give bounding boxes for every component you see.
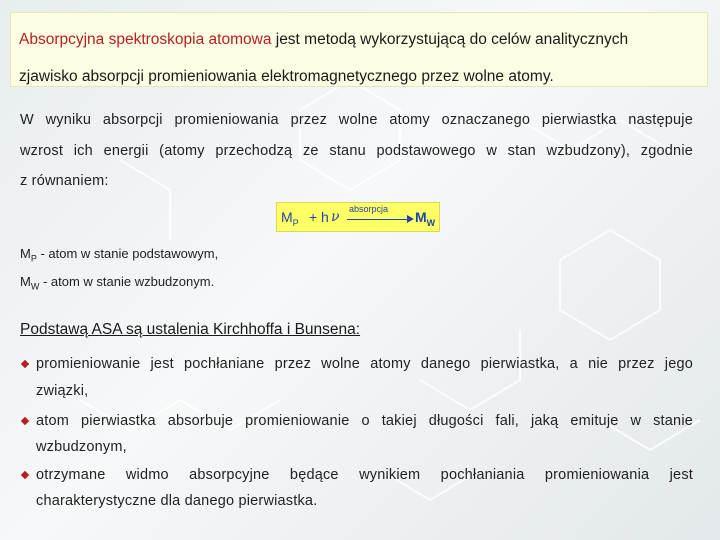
basis-item-1-line-1: promieniowanie jest pochłaniane przez wolne atomy danego pierwiastka, a nie przez jego bbox=[36, 356, 693, 372]
legend-mp: $M_P$ - atom w stanie podstawowym, bbox=[20, 246, 219, 264]
bullet-diamond-icon bbox=[21, 471, 29, 479]
equation-nu: ν bbox=[331, 209, 340, 225]
equation-box bbox=[276, 202, 440, 232]
intro-line-3: z równaniem: bbox=[20, 173, 109, 189]
basis-title: Podstawą ASA są ustalenia Kirchhoffa i Bunsena: bbox=[20, 321, 361, 338]
arrow-head-icon bbox=[407, 215, 414, 223]
basis-item-2-line-1: atom pierwiastka absorbuje promieniowanie o takiej długości fali, jaką emituje w stanie bbox=[36, 413, 693, 429]
equation-arrow-label: absorpcja bbox=[349, 204, 389, 214]
equation-mw: $M_W$ bbox=[415, 209, 436, 228]
intro-line-1: W wyniku absorpcji promieniowania przez wolne atomy oznaczanego pierwiastka następuje bbox=[20, 112, 693, 128]
basis-item-1-line-2: związki, bbox=[36, 383, 89, 399]
header-line-2: zjawisko absorpcji promieniowania elektromagnetycznego przez wolne atomy. bbox=[19, 68, 554, 85]
equation-plus: + bbox=[309, 209, 318, 225]
intro-line-2: wzrost ich energii (atomy przechodzą ze stanu podstawowego w stan wzbudzony), zgodnie bbox=[20, 143, 693, 159]
equation-h: h bbox=[321, 209, 329, 225]
legend-mw: $M_W$ - atom w stanie wzbudzonym. bbox=[20, 274, 215, 292]
basis-item-3-line-1: otrzymane widmo absorpcyjne będące wynikiem pochłaniania promieniowania jest bbox=[36, 467, 693, 483]
basis-item-2-line-2: wzbudzonym, bbox=[36, 439, 127, 455]
header-line-1-rest: jest metodą wykorzystującą do celów analitycznych bbox=[271, 31, 629, 48]
header-accent-term: Absorpcyjna spektroskopia atomowa bbox=[19, 31, 272, 48]
equation-mp: $M_P$ bbox=[281, 209, 299, 228]
bullet-diamond-icon bbox=[21, 417, 29, 425]
equation-arrow bbox=[347, 219, 411, 220]
bullet-diamond-icon bbox=[21, 360, 29, 368]
basis-item-3-line-2: charakterystyczne dla danego pierwiastka. bbox=[36, 493, 318, 509]
